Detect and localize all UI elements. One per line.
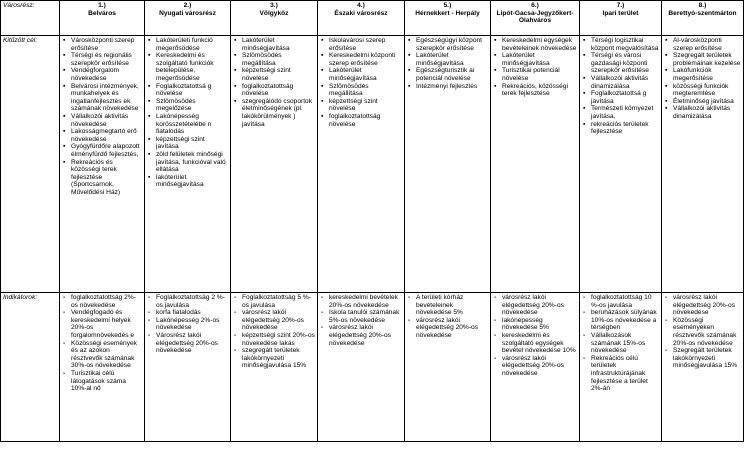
indicator-item: - városrész lakói elégedettség 20%-os növekedése xyxy=(493,294,577,317)
goal-item: ▪ Természeti környezet javítása, xyxy=(582,105,659,120)
goals-list xyxy=(62,37,142,196)
goal-item: ▪ Kereskedelmi központi szerep erősítése xyxy=(320,52,402,67)
goal-item: ▪ Lakóterület minőségjavítása xyxy=(407,52,488,67)
indicator-item: - foglalkoztatottság 10 %-os javulása xyxy=(582,294,659,309)
district-name: Lipót-Gacsa-Jegyzőkert-Olahváros xyxy=(496,9,574,25)
goals-cell xyxy=(231,36,318,293)
indicators-row xyxy=(1,293,744,442)
district-header xyxy=(318,1,405,36)
indicators-label: Indikátorok: xyxy=(1,293,60,442)
goal-item: ▪ zöld felületek minőségi javítása, funkcióval való ellátása xyxy=(147,151,228,174)
goal-item: ▪ Belvárosi intézmények, munkahelyek és ingatlanfejlesztés ek számának növekedése xyxy=(62,83,142,113)
goals-list xyxy=(233,37,315,128)
goal-item: ▪ szegregálódó csoportok életminőségének (pl. lakókörülmények ) javítása xyxy=(233,98,315,128)
district-header xyxy=(145,1,231,36)
goal-item: ▪ Városközponti szerep erősítése xyxy=(62,37,142,52)
goals-list xyxy=(664,37,741,121)
goal-item: ▪ Lakóterület minőségjavítása xyxy=(493,52,577,67)
goal-item: ▪ Szlömösödés megállítása xyxy=(320,83,402,98)
indicator-item: - beruházások súlyának 10%-os növekedése a térségben xyxy=(582,309,659,332)
indicators-list xyxy=(62,294,142,393)
indicator-item: - kereskedelmi bevételek 20%-os növekedése xyxy=(320,294,402,309)
indicator-item: - Szegregált területek lakókörnyezeti minőségjavulása 15% xyxy=(664,347,741,370)
district-label: Városrész: xyxy=(1,1,60,36)
indicators-list xyxy=(320,294,402,347)
goal-item: ▪ foglalkoztatottság növelése xyxy=(320,113,402,128)
indicator-item: - Lakónépesség 2%-os növekedése xyxy=(147,317,228,332)
goal-item: ▪ Szlömösödés megállítása xyxy=(233,52,315,67)
goals-list xyxy=(493,37,577,98)
indicator-item: - Foglalkoztatottság 5 %-os javulása xyxy=(233,294,315,309)
indicator-item: - Rekreációs célú területek infrastruktúrájának fejlesztése a terület 2%-án xyxy=(582,355,659,393)
indicators-cell xyxy=(231,293,318,442)
goal-item: ▪ Lakófunkciók megerősítése xyxy=(664,67,741,82)
indicator-item: - városrész lakói elégedettség 20%-os növekedése xyxy=(664,294,741,317)
district-header xyxy=(405,1,491,36)
indicator-item: - Vendégfogadó és kereskedelmi helyek 20%-os forgalomnövekedés e xyxy=(62,309,142,339)
goal-item: ▪ Szegregált területek problémáinak kezelése xyxy=(664,52,741,67)
goal-item: ▪ Kereskedelmi egységek bevételeinek növekedése xyxy=(493,37,577,52)
district-name: Ipari terület xyxy=(602,9,639,17)
indicators-list xyxy=(147,294,228,355)
goal-item: ▪ közösségi funkciók megteremtése xyxy=(664,83,741,98)
goal-item: ▪ Térségi és regionális szerepkör erősítése xyxy=(62,52,142,67)
district-number: 1.) xyxy=(98,2,106,9)
goal-item: ▪ Foglalkoztatottsá g növelése xyxy=(147,83,228,98)
goal-item: ▪ képzettségi szint növelése xyxy=(233,67,315,82)
indicators-cell xyxy=(318,293,405,442)
goal-item: ▪ Egészségturisztik ai potenciál növelése xyxy=(407,67,488,82)
goals-cell xyxy=(145,36,231,293)
goals-cell xyxy=(405,36,491,293)
goals-row xyxy=(1,36,744,293)
district-header xyxy=(60,1,145,36)
indicators-list xyxy=(664,294,741,370)
district-name: Északi városrész xyxy=(334,9,388,17)
indicators-list xyxy=(233,294,315,370)
goal-item: ▪ Kereskedelmi és szolgáltató funkciók betelepülése, megerősödése xyxy=(147,52,228,82)
goal-item: ▪ Térségi logisztikai központ megvalósítása xyxy=(582,37,659,52)
indicators-cell xyxy=(60,293,145,442)
indicators-cell xyxy=(491,293,580,442)
district-number: 3.) xyxy=(270,2,278,9)
district-number: 4.) xyxy=(357,2,365,9)
goal-item: ▪ Turisztikai potenciál növelése xyxy=(493,67,577,82)
indicator-item: - szegregált területek lakókörnyezeti minőségjavulása 15% xyxy=(233,347,315,370)
district-name: Berettyó-szentmárton xyxy=(668,9,737,17)
district-name: Nyugati városrész xyxy=(159,9,216,17)
goal-item: ▪ Rekreációs, közösségi terek fejlesztése xyxy=(493,83,577,98)
indicators-cell xyxy=(145,293,231,442)
indicators-cell xyxy=(580,293,662,442)
district-number: 6.) xyxy=(531,2,539,9)
indicator-item: - városrész lakói elégedettség 20%-os növekedése xyxy=(493,355,577,378)
goals-list xyxy=(147,37,228,189)
indicator-item: - Közösségi események és az azokon résztvevők számának 30%-os növekedése xyxy=(62,340,142,370)
goals-cell xyxy=(662,36,744,293)
goals-label: Kitűzött cél: xyxy=(1,36,60,293)
goal-item: ▪ Életminőség javítása xyxy=(664,98,741,106)
goal-item: ▪ Gyógyfürdőre alapozott élményfürdő fejlesztés, xyxy=(62,143,142,158)
district-header xyxy=(491,1,580,36)
district-name: Völgyköz xyxy=(259,9,289,17)
goal-item: ▪ Al-városközponti szerep erősítése xyxy=(664,37,741,52)
indicator-item: - A területi kórház bevételeinek növekedése 5% xyxy=(407,294,488,317)
goal-item: ▪ Vállalkozói aktivitás dinamizálása xyxy=(582,75,659,90)
goals-cell xyxy=(318,36,405,293)
goal-item: ▪ foglalkoztatottság növelése xyxy=(233,83,315,98)
goal-item: ▪ lakóterület minőségjavítása xyxy=(147,174,228,189)
goal-item: ▪ Vendégforgalom növekedése xyxy=(62,67,142,82)
goals-list xyxy=(320,37,402,128)
goal-item: ▪ képzettségi szint növelése xyxy=(320,98,402,113)
goal-item: ▪ Intézményi fejlesztés xyxy=(407,83,488,91)
goal-item: ▪ Lakóterület minőségjavítása xyxy=(320,67,402,82)
goals-cell xyxy=(60,36,145,293)
district-number: 5.) xyxy=(443,2,452,9)
district-header xyxy=(580,1,662,36)
district-number: 8.) xyxy=(698,2,707,9)
indicator-item: - kereskedelmi és szolgáltató egységek bevétel növekedése 10% xyxy=(493,332,577,355)
goal-item: ▪ képzettségi szint javítása xyxy=(147,136,228,151)
goal-item: ▪ Rekreációs és közösségi terek fejlesztése (Sportcsarnok, Művelődési Ház) xyxy=(62,159,142,197)
indicator-item: - foglalkoztatottság 2%-os növekedése xyxy=(62,294,142,309)
indicator-item: - Iskola tanulói számának 5%-os növekedése xyxy=(320,309,402,324)
indicator-item: - képzettségi szint 20%-os növekedése lakás xyxy=(233,332,315,347)
goal-item: ▪ Egészségügyi központ szerepkör erősítése xyxy=(407,37,488,52)
indicator-item: - lakónépesség növekedése 5% xyxy=(493,317,577,332)
goal-item: ▪ Vállalkozói aktivitás növekedése xyxy=(62,113,142,128)
indicators-list xyxy=(407,294,488,340)
goal-item: ▪ Lakosságmegtartó erő növekedése xyxy=(62,128,142,143)
goals-list xyxy=(407,37,488,90)
indicator-item: - városrész lakói elégedettség 20%-os növekedése xyxy=(407,317,488,340)
goal-item: ▪ Térségi és városi gazdasági központi szerepkör erősítése xyxy=(582,52,659,75)
district-name: Belváros xyxy=(88,9,116,17)
header-row xyxy=(1,1,744,36)
goal-item: ▪ Foglalkoztatottsá g javítása xyxy=(582,90,659,105)
district-header xyxy=(231,1,318,36)
district-number: 2.) xyxy=(183,2,192,9)
indicator-item: - korfa fiatalodás xyxy=(147,309,228,317)
goals-cell xyxy=(580,36,662,293)
district-name: Hérnekkert - Herpály xyxy=(415,9,480,17)
district-header xyxy=(662,1,744,36)
indicator-item: - Közösségi eseményeken résztvevők számának 20%-os növekedése xyxy=(664,317,741,347)
goal-item: ▪ Szlömösödés megelőzése xyxy=(147,98,228,113)
indicators-list xyxy=(582,294,659,393)
goal-item: ▪ Lakóterület minőségjavítása xyxy=(233,37,315,52)
goal-item: ▪ Lakóterületi funkció megerősödése xyxy=(147,37,228,52)
indicator-item: - Foglalkoztatottság 2 %-os javulása xyxy=(147,294,228,309)
goal-item: ▪ Vállalkozói aktivitás dinamizálása xyxy=(664,105,741,120)
goal-item: ▪ Lakónépesség korösszetételébe n fiatalodás xyxy=(147,113,228,136)
indicator-item: - Városrész lakói elégedettség 20%-os növekedése xyxy=(147,332,228,355)
indicators-list xyxy=(493,294,577,378)
indicator-item: - városrész lakói elégedettség 20%-os növekedése xyxy=(320,324,402,347)
indicator-item: - városrész lakói elégedettség 20%-os növekedése xyxy=(233,309,315,332)
goal-item: ▪ Iskolavárosi szerep erősítése xyxy=(320,37,402,52)
goals-list xyxy=(582,37,659,136)
indicators-cell xyxy=(662,293,744,442)
indicators-cell xyxy=(405,293,491,442)
indicator-item: - Vállalkozások számának 15%-os növekedése xyxy=(582,332,659,355)
indicator-item: - Turisztikai célú látogatások száma 10%-al nő xyxy=(62,370,142,393)
district-number: 7.) xyxy=(616,2,625,9)
goals-cell xyxy=(491,36,580,293)
goal-item: ▪ rekreációs területek fejlesztése xyxy=(582,121,659,136)
